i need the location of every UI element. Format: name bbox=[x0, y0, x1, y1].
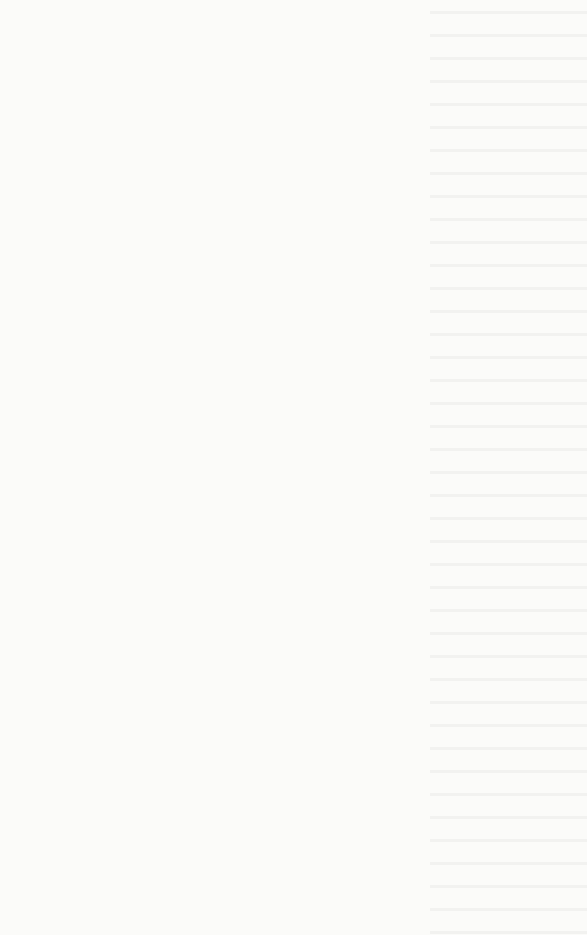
page-content bbox=[22, 10, 578, 41]
section-heading bbox=[22, 18, 578, 40]
bleed-through-shadow bbox=[430, 0, 587, 935]
